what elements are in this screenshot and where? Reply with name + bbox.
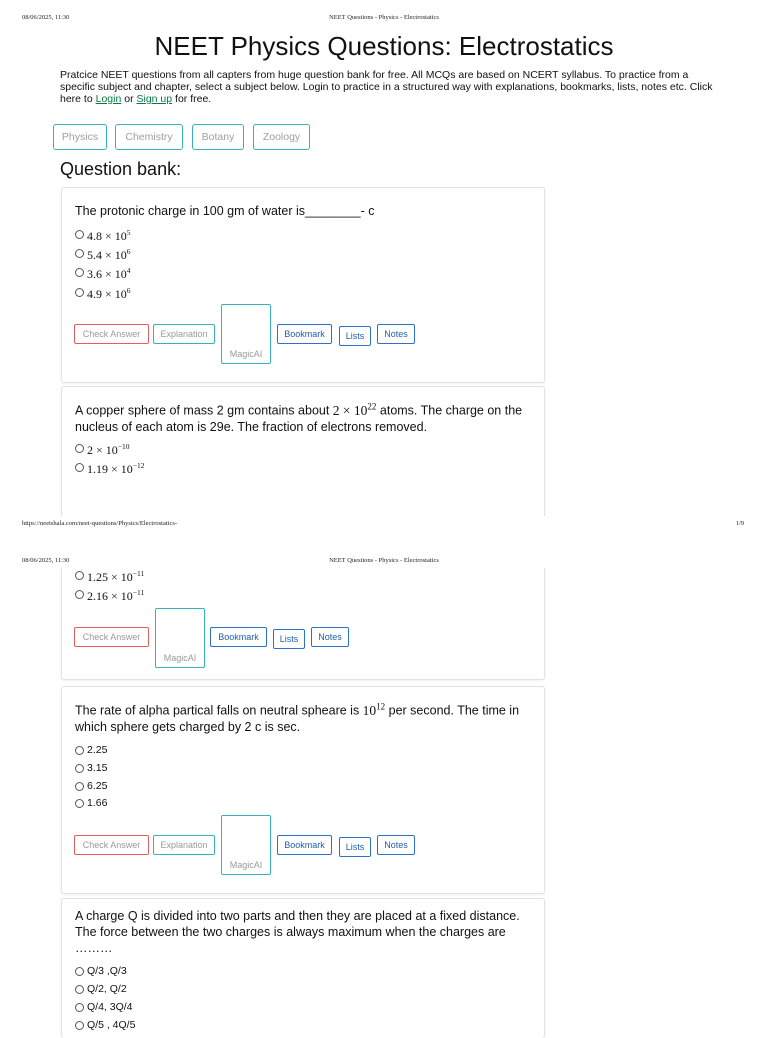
option[interactable]: 6.25 (75, 778, 107, 794)
print-footer (0, 520, 768, 534)
question-bank-heading: Question bank: (60, 159, 182, 179)
magic-ai-label: MagicAI (229, 349, 263, 359)
option[interactable]: 3.15 (75, 760, 107, 776)
print-date: 08/06/2025, 11:30 (22, 557, 70, 564)
bookmark-button[interactable]: Bookmark (277, 324, 332, 344)
subject-chemistry-button[interactable]: Chemistry (115, 124, 183, 150)
magic-ai-button[interactable] (155, 608, 205, 668)
option[interactable]: 1.66 (75, 795, 107, 811)
option[interactable]: $1.19 \times 10^{-12}$ (75, 459, 145, 475)
lists-button[interactable]: Lists (339, 837, 371, 857)
question-text: A copper sphere of mass 2 gm contains about $2 \times 10^{22}$ atoms. The charge on the nucleus of each atom is 29e. The fraction of electrons removed. (75, 401, 523, 434)
radio-icon[interactable] (75, 967, 84, 976)
radio-icon[interactable] (75, 1003, 84, 1012)
check-answer-button[interactable]: Check Answer (74, 835, 149, 855)
subject-zoology-button[interactable]: Zoology (253, 124, 310, 150)
option[interactable]: $4.8 \times 10^5$ (75, 226, 131, 242)
radio-icon[interactable] (75, 249, 84, 258)
question-text: The rate of alpha partical falls on neutral spheare is $10^{12}$ per second. The time in which sphere gets charged by 2 c is sec. (75, 701, 520, 734)
question-text: The protonic charge in 100 gm of water is________- c (75, 204, 375, 218)
radio-icon[interactable] (75, 444, 84, 453)
option[interactable]: Q/4, 3Q/4 (75, 999, 133, 1015)
subject-botany-button[interactable]: Botany (192, 124, 244, 150)
check-answer-button[interactable]: Check Answer (74, 324, 149, 344)
option[interactable]: $2.16 \times 10^{-11}$ (75, 586, 144, 602)
question-card-continued (61, 568, 545, 680)
print-doc-title: NEET Questions - Physics - Electrostatics (329, 557, 439, 564)
explanation-button[interactable]: Explanation (153, 835, 215, 855)
print-page-number: 1/9 (735, 520, 744, 527)
intro-free: for free. (172, 93, 212, 105)
radio-icon[interactable] (75, 764, 84, 773)
notes-button[interactable]: Notes (311, 627, 349, 647)
option[interactable]: 2.25 (75, 742, 107, 758)
magic-ai-button[interactable] (221, 304, 271, 364)
question-card (61, 898, 545, 1038)
lists-button[interactable]: Lists (273, 629, 305, 649)
intro-text (60, 69, 720, 105)
bookmark-button[interactable]: Bookmark (210, 627, 267, 647)
signup-link[interactable]: Sign up (136, 93, 173, 105)
radio-icon[interactable] (75, 268, 84, 277)
login-link[interactable]: Login (95, 93, 122, 105)
option[interactable]: Q/2, Q/2 (75, 981, 127, 997)
option[interactable]: Q/5 , 4Q/5 (75, 1017, 135, 1033)
option[interactable]: $1.25 \times 10^{-11}$ (75, 567, 144, 583)
radio-icon[interactable] (75, 571, 84, 580)
page-title: NEET Physics Questions: Electrostatics (154, 31, 614, 61)
notes-button[interactable]: Notes (377, 324, 415, 344)
radio-icon[interactable] (75, 590, 84, 599)
notes-button[interactable]: Notes (377, 835, 415, 855)
radio-icon[interactable] (75, 746, 84, 755)
question-card (61, 187, 545, 383)
radio-icon[interactable] (75, 230, 84, 239)
option[interactable]: $3.6 \times 10^4$ (75, 264, 131, 280)
subject-physics-button[interactable]: Physics (53, 124, 107, 150)
radio-icon[interactable] (75, 985, 84, 994)
radio-icon[interactable] (75, 799, 84, 808)
intro-or: or (121, 93, 137, 105)
option[interactable]: $4.9 \times 10^6$ (75, 284, 131, 300)
print-header (0, 14, 768, 28)
lists-button[interactable]: Lists (339, 326, 371, 346)
intro-body: Pratcice NEET questions from all capters from huge question bank for free. All MCQs are based on NCERT syllabus. To practice from a specific subject and chapter, select a subject below. Login to practice in a structured way with explanations, bookmarks, lists, notes etc. Click here to (60, 69, 713, 105)
option[interactable]: Q/3 ,Q/3 (75, 963, 127, 979)
print-doc-title: NEET Questions - Physics - Electrostatics (329, 14, 439, 21)
radio-icon[interactable] (75, 782, 84, 791)
magic-ai-label: MagicAI (229, 860, 263, 870)
magic-ai-button[interactable] (221, 815, 271, 875)
magic-ai-label: MagicAI (163, 653, 197, 663)
print-date: 08/06/2025, 11:30 (22, 14, 70, 21)
option[interactable]: $2 \times 10^{-10}$ (75, 440, 130, 456)
radio-icon[interactable] (75, 288, 84, 297)
bookmark-button[interactable]: Bookmark (277, 835, 332, 855)
question-card (61, 386, 545, 536)
option[interactable]: $5.4 \times 10^6$ (75, 245, 131, 261)
question-text: A charge Q is divided into two parts and then they are placed at a fixed distance. The force between the two charges is always maximum when the charges are ……… (75, 909, 520, 955)
question-card (61, 686, 545, 894)
check-answer-button[interactable]: Check Answer (74, 627, 149, 647)
print-url: https://neetshala.com/neet-questions/Physics/Electrostatics- (22, 520, 178, 527)
radio-icon[interactable] (75, 1021, 84, 1030)
radio-icon[interactable] (75, 463, 84, 472)
explanation-button[interactable]: Explanation (153, 324, 215, 344)
